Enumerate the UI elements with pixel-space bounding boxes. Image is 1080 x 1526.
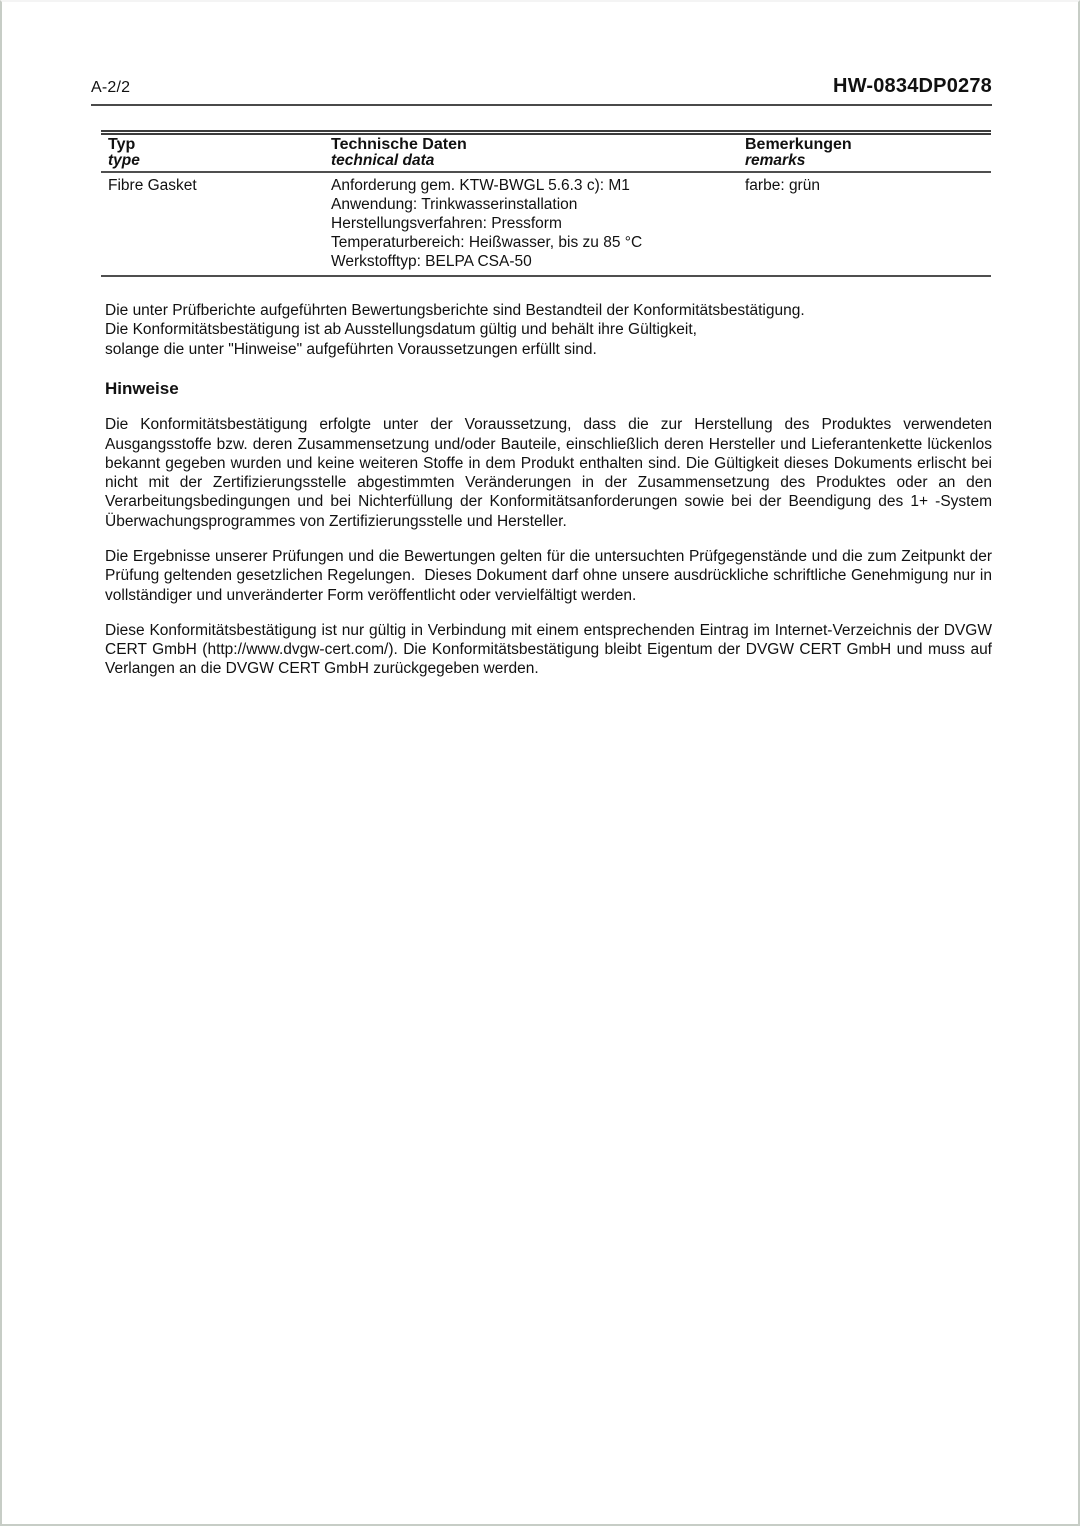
remarks-value: farbe: grün [745, 177, 820, 194]
column-header-bemerkungen [745, 133, 991, 173]
intro-line: Die unter Prüfberichte aufgeführten Bewertungsberichte sind Bestandteil der Konformitätsbestätigung. [105, 302, 805, 319]
cell-technical-data [331, 172, 745, 276]
cell-remarks [745, 172, 991, 276]
page-number-label: A-2/2 [91, 79, 131, 96]
column-header-technische-daten [331, 133, 745, 173]
technical-data-line: Werkstofftyp: BELPA CSA-50 [331, 253, 532, 270]
notes-heading: Hinweise [105, 379, 179, 399]
notes-paragraph-2: Die Ergebnisse unserer Prüfungen und die Bewertungen gelten für die untersuchten Prüfgegenstände und die zum Zeitpunkt der Prüfung geltenden gesetzlichen Regelungen. Dieses Dokument darf ohne unsere ausdrückliche schriftliche Genehmigung nur in vollständiger und unveränderter Form veröffentlicht oder vervielfältigt werden. [105, 548, 992, 604]
column-label: Typ [108, 136, 136, 153]
notes-paragraph-3: Diese Konformitätsbestätigung ist nur gültig in Verbindung mit einem entsprechenden Eintrag im Internet-Verzeichnis der DVGW CERT GmbH (http://www.dvgw-cert.com/). Die Konformitätsbestätigung bleibt Eigentum der DVGW CERT GmbH und muss auf Verlangen an die DVGW CERT GmbH zurückgegeben werden. [105, 621, 992, 678]
spec-table [101, 130, 991, 277]
page-content [2, 2, 1078, 679]
technical-data-line: Anforderung gem. KTW-BWGL 5.6.3 c): M1 [331, 177, 630, 194]
technical-data-line: Temperaturbereich: Heißwasser, bis zu 85 °C [331, 234, 643, 251]
column-label: Bemerkungen [745, 136, 852, 153]
intro-line: solange die unter "Hinweise" aufgeführten Voraussetzungen erfüllt sind. [105, 340, 597, 358]
cell-type [101, 172, 331, 276]
column-sublabel: remarks [745, 152, 806, 169]
column-label: Technische Daten [331, 136, 467, 153]
spec-table-header [101, 133, 991, 173]
notes-paragraph-1: Die Konformitätsbestätigung erfolgte unter der Voraussetzung, dass die zur Herstellung des Produktes verwendeten Ausgangsstoffe bzw. deren Zusammensetzung und/oder Bauteile, einschließlich deren Hersteller und Lieferantenkette lückenlos bekannt gegeben wurden und keine weiteren Stoffe in dem Produkt enthalten sind. Die Gültigkeit dieses Dokuments erlischt bei nicht mit der Zertifizierungsstelle abgestimmten Veränderungen in der Zusammensetzung des Produktes oder an den Verarbeitungsbedingungen und bei Nichterfüllung der Konformitätsanforderungen sowie bei der Beendigung des 1+ -System Überwachungsprogrammes von Zertifizierungsstelle und Hersteller. [105, 416, 992, 530]
technical-data-line: Herstellungsverfahren: Pressform [331, 215, 562, 232]
intro-line: Die Konformitätsbestätigung ist ab Ausstellungsdatum gültig und behält ihre Gültigkeit, [105, 321, 697, 339]
document-number: HW-0834DP0278 [833, 75, 992, 97]
table-row [101, 172, 991, 276]
technical-data-line: Anwendung: Trinkwasserinstallation [331, 196, 578, 213]
page-header [91, 75, 992, 98]
type-value: Fibre Gasket [108, 177, 197, 194]
column-sublabel: technical data [331, 152, 435, 169]
intro-paragraph [105, 301, 992, 359]
column-sublabel: type [108, 152, 140, 169]
header-divider [91, 104, 992, 106]
column-header-typ [101, 133, 331, 173]
